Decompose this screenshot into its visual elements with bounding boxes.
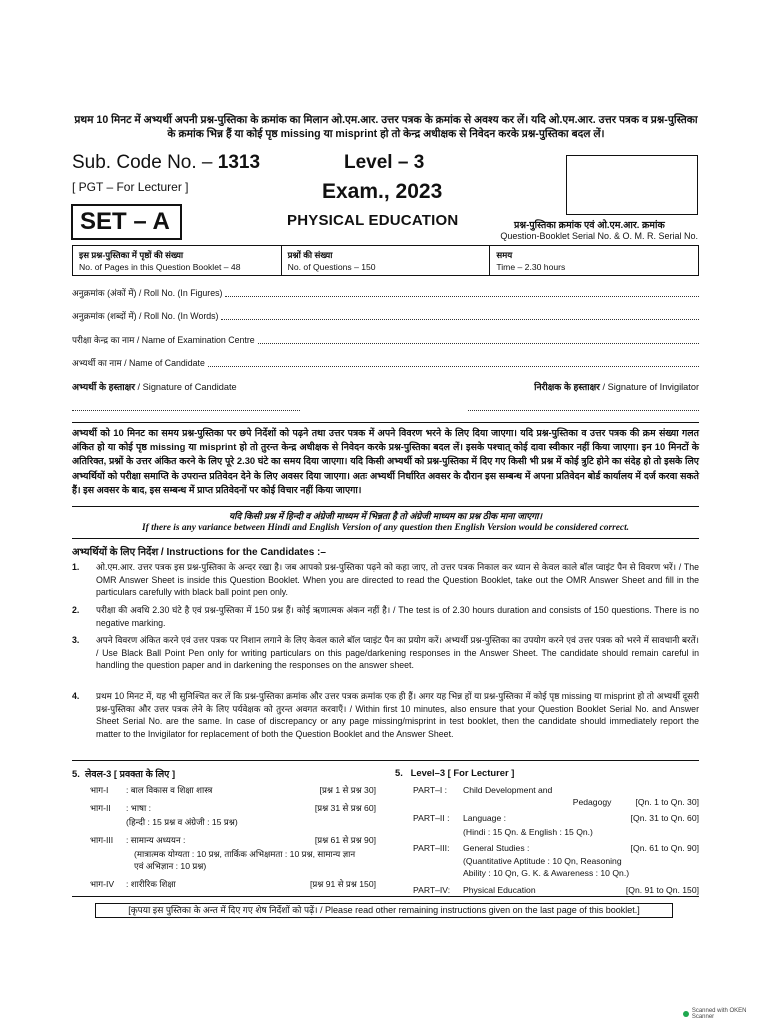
time-cell [490, 246, 698, 275]
questions-cell [282, 246, 491, 275]
subject-title: PHYSICAL EDUCATION [287, 212, 459, 229]
serial-number-box [566, 155, 698, 215]
time-label-hindi: समय [496, 250, 513, 260]
level-english-row: PART–III: General Studies : [Qn. 61 to Qn. 90] [413, 843, 699, 853]
pages-label-english: No. of Pages in this Question Booklet – 48 [79, 262, 241, 272]
subject-code [72, 152, 260, 174]
invigilator-signature-label: निरीक्षक के हस्ताक्षर / Signature of Invigilator [534, 382, 699, 392]
level-hindi-row: (हिन्दी : 15 प्रश्न व अंग्रेजी : 15 प्रश्न) [126, 817, 238, 827]
roll-words-field[interactable] [72, 310, 699, 322]
level-hindi-heading: 5. लेवल-3 [ प्रवक्ता के लिए ] [72, 768, 176, 779]
level-hindi-row: भाग-III : सामान्य अध्ययन : [प्रश्न 61 से प्रश्न 90] [90, 835, 376, 845]
serial-label-english: Question-Booklet Serial No. & O. M. R. Serial No. [500, 231, 698, 241]
scanner-logo-icon [683, 1011, 689, 1017]
instruction-item: 3. अपने विवरण अंकित करने एवं उत्तर पत्रक पर निशान लगाने के लिए केवल काले बॉल प्वाइंट पैन का प्रयोग करें। अभ्यर्थी प्रश्न-पुस्तिका का उपयोग करने एवं उत्तर पत्रक को भरने में सावधानी बरतें। / Use Black Ball Point Pen only for writing particulars on this page/darkening responses in the Answer Sheet. The candidate should remain careful in handling the question paper and in darkening the responses on the answer sheet. [72, 635, 699, 671]
level-english-row: (Quantitative Aptitude : 10 Qn, Reasoning Ability : 10 Qn, G. K. & Awareness : 10 Qn.) [463, 856, 630, 878]
candidate-signature-label: अभ्यर्थी के हस्ताक्षर / Signature of Candidate [72, 382, 237, 392]
sub-code-value: 1313 [217, 152, 261, 173]
level-english-row: (Hindi : 15 Qn. & English : 15 Qn.) [463, 827, 593, 837]
divider [72, 896, 699, 897]
exam-centre-label: परीक्षा केन्द्र का नाम / Name of Examination Centre [72, 335, 255, 345]
set-label: SET – A [71, 204, 182, 240]
level-hindi-row: भाग-II : भाषा : [प्रश्न 31 से प्रश्न 60] [90, 803, 376, 813]
level-english-row: PART–I : Child Development and [413, 785, 553, 795]
divider [72, 760, 699, 761]
level-english-row: PART–II : Language : [Qn. 31 to Qn. 60] [413, 813, 699, 823]
candidate-signature-line[interactable] [72, 410, 300, 411]
divider [72, 422, 699, 423]
exam-year: Exam., 2023 [322, 180, 443, 203]
instruction-item: 4. प्रथम 10 मिनट में, यह भी सुनिश्चित कर लें कि प्रश्न-पुस्तिका क्रमांक और उत्तर पत्रक क्रमांक एक ही हैं। अगर यह भिन्न हों या प्रश्न-पुस्तिका में कोई पृष्ठ missing या misprint हो तो अभ्यर्थी दूसरी प्रश्न-पुस्तिका और उत्तर पत्रक लेने के लिए पर्यवेक्षक को तुरन्त अवगत करवाएँ। / Within first 10 minutes, also ensure that your Question Booklet Serial No. and Answer Sheet Serial No. are the same. In case of discrepancy or any page missing/misprint in test booklet, then the candidate should immediately report the matter to the Invigilator for replacement of both the Question Booklet and the Answer Sheet. [72, 691, 699, 739]
post-label: [ PGT – For Lecturer ] [72, 180, 189, 194]
questions-label-hindi: प्रश्नों की संख्या [287, 250, 333, 260]
roll-words-label: अनुक्रमांक (शब्दों में) / Roll No. (In Words) [72, 311, 219, 321]
booklet-info-table [72, 245, 699, 276]
variance-note-hindi: यदि किसी प्रश्न में हिन्दी व अंग्रेजी माध्यम में भिन्नता है तो अंग्रेजी माध्यम का प्रश्न ठीक माना जाएगा। [72, 506, 699, 522]
level-english-heading: 5. Level–3 [ For Lecturer ] [395, 767, 515, 778]
invigilator-signature-line[interactable] [468, 410, 699, 411]
sub-code-label: Sub. Code No. – [72, 152, 218, 173]
pages-label-hindi: इस प्रश्न-पुस्तिका में पृष्ठों की संख्या [79, 250, 184, 260]
top-instruction-note: प्रथम 10 मिनट में अभ्यर्थी अपनी प्रश्न-पुस्तिका के क्रमांक का मिलान ओ.एम.आर. उत्तर पत्रक के क्रमांक से अवश्य कर लें। यदि ओ.एम.आर. उत्तर पत्रक व प्रश्न-पुस्तिका के क्रमांक भिन्न हैं या कोई पृष्ठ missing या misprint हो तो केन्द्र अधीक्षक से निवेदन करके प्रश्न-पुस्तिका बदल लें। [74, 114, 698, 140]
level-english-list [413, 784, 699, 898]
scanner-watermark: Scanned with OKEN Scanner [683, 1008, 768, 1020]
general-instructions-paragraph: अभ्यर्थी को 10 मिनट का समय प्रश्न-पुस्तिका पर छपे निर्देशों को पढ़ने तथा उत्तर पत्रक में अपने विवरण भरने के लिए दिया जाएगा। यदि प्रश्न-पुस्तिका व उत्तर पत्रक की क्रम संख्या गलत अंकित हो या कोई पृष्ठ missing या misprint हो तो तुरन्त केन्द्र अधीक्षक से निवेदन करके प्रश्न-पुस्तिका बदल लें। इसके पश्चात् कोई दावा स्वीकार नहीं किया जाएगा। इन 10 मिनटों के अतिरिक्त, प्रश्नों के उत्तर अंकित करने के लिए पूरे 2.30 घंटे का समय दिया जाएगा। यदि किसी अभ्यर्थी को प्रश्न-पुस्तिका में दिए गए किसी भी प्रश्न में कोई त्रुटि होने का संदेह हो तो इसके लिए अभ्यर्थियों को परीक्षा समाप्ति के उपरान्त प्रतिवेदन देने के लिए अवसर दिया जाएगा। अतः अभ्यर्थी निर्धारित अवसर के दौरान इस सम्बन्ध में अपना प्रतिवेदन बोर्ड कार्यालय में दर्ज करवा सकते हैं। इस अवसर के बाद, इस सम्बन्ध में प्राप्त प्रतिवेदनों पर कोई विचार नहीं किया जाएगा। [72, 427, 699, 495]
roll-figures-field[interactable] [72, 287, 699, 299]
level-hindi-row: (मात्रात्मक योग्यता : 10 प्रश्न, तार्किक अभिक्षमता : 10 प्रश्न, सामान्य ज्ञान एवं अभिज्ञान : 10 प्रश्न) [134, 849, 356, 871]
questions-label-english: No. of Questions – 150 [287, 262, 376, 272]
level-label: Level – 3 [344, 152, 425, 173]
instruction-item: 2. परीक्षा की अवधि 2.30 घंटे है एवं प्रश्न-पुस्तिका में 150 प्रश्न हैं। कोई ऋणात्मक अंकन नहीं है। / The test is of 2.30 hours duration and consists of 150 questions. There is no negative marking. [72, 605, 699, 628]
exam-centre-field[interactable] [72, 334, 699, 346]
level-hindi-row: भाग-I : बाल विकास व शिक्षा शास्त्र [प्रश्न 1 से प्रश्न 30] [90, 785, 376, 795]
serial-label-hindi: प्रश्न-पुस्तिका क्रमांक एवं ओ.एम.आर. क्रमांक [514, 220, 665, 231]
instructions-heading: अभ्यर्थियों के लिए निर्देश / Instructions for the Candidates :– [72, 547, 326, 558]
level-hindi-list [90, 784, 376, 892]
instruction-item: 1. ओ.एम.आर. उत्तर पत्रक इस प्रश्न-पुस्तिका के अन्दर रखा है। जब आपको प्रश्न-पुस्तिका पढ़ने को कहा जाए, तो उत्तर पत्रक निकाल कर ध्यान से केवल काले बॉल प्वाइंट पैन से विवरण भरें। / The OMR Answer Sheet is inside this Question Booklet. When you are directed to read the Question Booklet, take out the OMR Answer Sheet and fill in the particulars carefully with black ball point pen only. [72, 562, 699, 598]
time-label-english: Time – 2.30 hours [496, 262, 566, 272]
level-english-row: Pedagogy [Qn. 1 to Qn. 30] [572, 797, 699, 807]
candidate-name-label: अभ्यर्थी का नाम / Name of Candidate [72, 358, 205, 368]
remaining-instructions-note: [कृपया इस पुस्तिका के अन्त में दिए गए शेष निर्देशों को पढ़ें। / Please read other remaining instructions given on the last page of this booklet.] [95, 903, 673, 918]
roll-figures-label: अनुक्रमांक (अंकों में) / Roll No. (In Figures) [72, 288, 223, 298]
pages-cell [73, 246, 282, 275]
level-english-row: PART–IV: Physical Education [Qn. 91 to Qn. 150] [413, 885, 699, 895]
variance-note-english: If there is any variance between Hindi and English Version of any question then English Version would be considered correct. [141, 523, 630, 533]
level-hindi-row: भाग-IV : शारीरिक शिक्षा [प्रश्न 91 से प्रश्न 150] [90, 879, 376, 889]
candidate-name-field[interactable] [72, 357, 699, 369]
divider [72, 538, 699, 539]
